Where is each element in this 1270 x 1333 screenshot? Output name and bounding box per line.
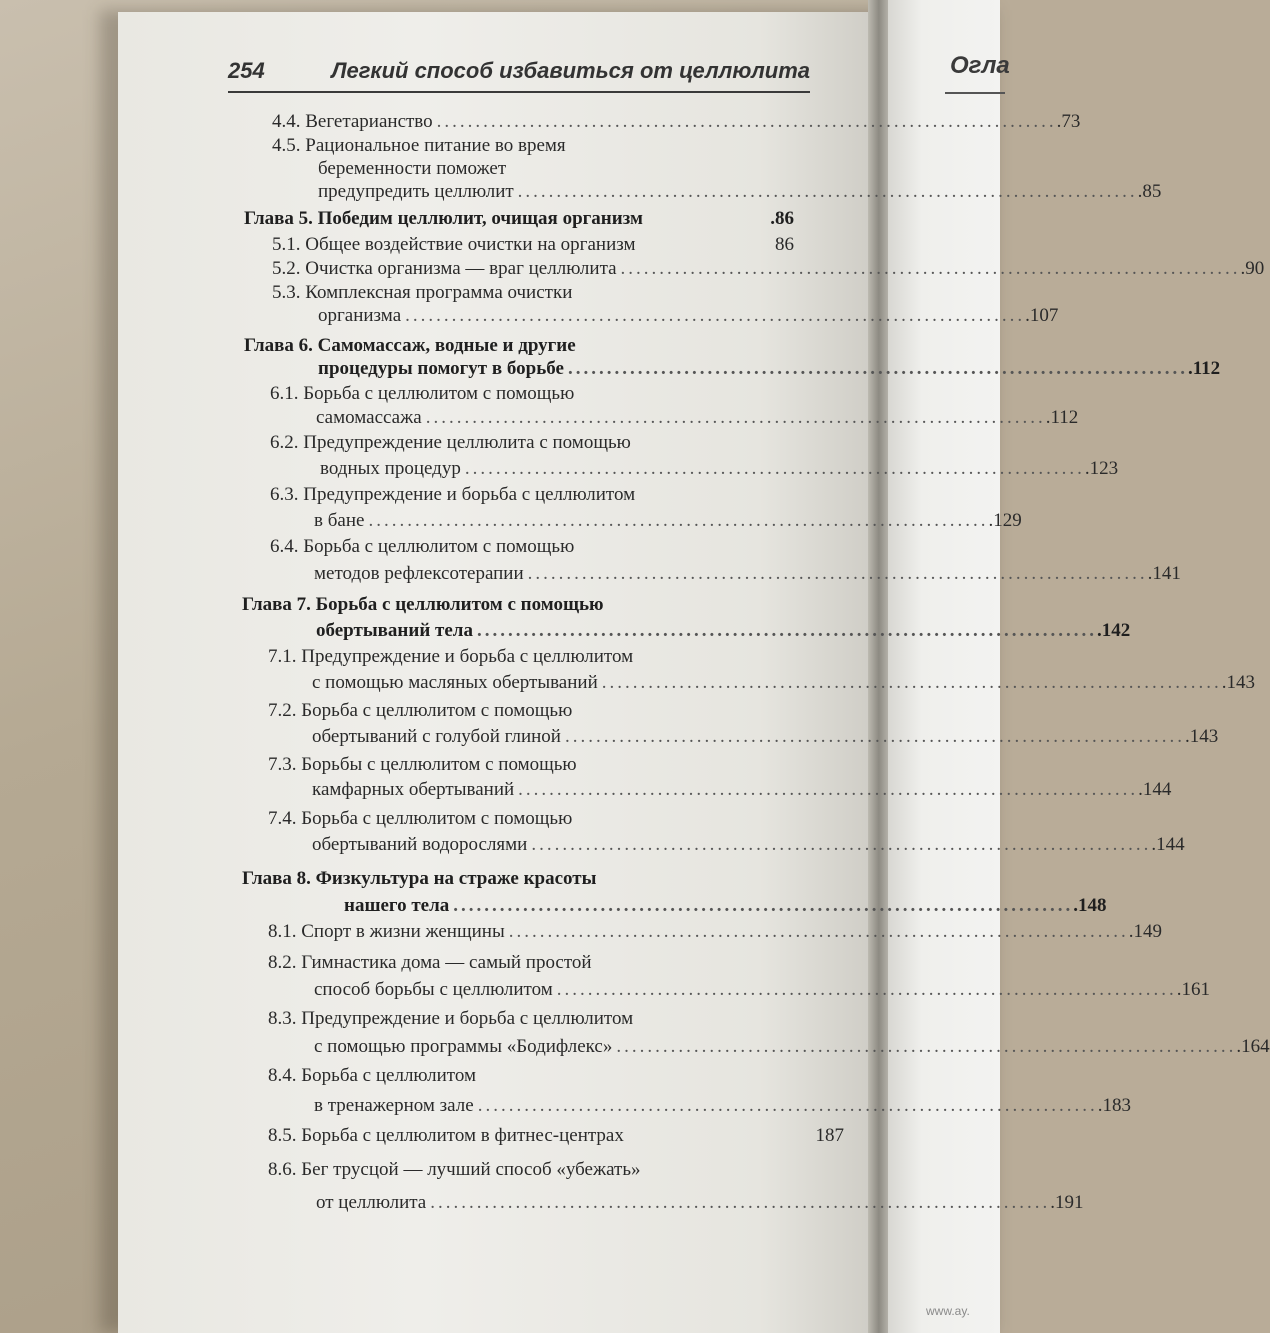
- toc-line: [318, 356, 1221, 382]
- toc-page-number: .142: [1096, 620, 1131, 641]
- leader-dots: ................................................................................: [425, 407, 1046, 428]
- leader-dots: [592, 950, 834, 976]
- toc-page-number: .143: [1184, 726, 1219, 747]
- toc-line: [320, 456, 1119, 482]
- toc-line: [316, 405, 1079, 431]
- toc-page-number: .164: [1236, 1036, 1270, 1057]
- toc-page-number: .107: [1025, 305, 1059, 326]
- toc-entry-text: в тренажерном зале: [314, 1095, 474, 1116]
- toc-line: [268, 1063, 842, 1089]
- toc-line: [268, 950, 834, 976]
- toc-entry-text: 6.4. Борьба с целлюлитом с помощью: [270, 536, 575, 557]
- toc-entry-text: организма: [318, 305, 402, 326]
- toc-entry-text: Глава 7. Борьба с целлюлитом с помощью: [242, 594, 604, 615]
- toc-entry-text: 6.2. Предупреждение целлюлита с помощью: [270, 432, 631, 453]
- toc-line: [314, 561, 1181, 587]
- leader-dots: [636, 232, 775, 258]
- toc-line: [268, 1123, 844, 1149]
- toc-line: [318, 303, 1059, 329]
- leader-dots: [635, 482, 812, 508]
- toc-entry-text: 8.5. Борьба с целлюлитом в фитнес-центрах: [268, 1125, 624, 1146]
- toc-line: [314, 1093, 1131, 1119]
- toc-entry-text: водных процедур: [320, 458, 461, 479]
- leader-dots: [574, 534, 812, 560]
- toc-entry-text: методов рефлексотерапии: [314, 563, 524, 584]
- toc-entry-text: с помощью масляных обертываний: [312, 672, 598, 693]
- toc-page-number: .183: [1097, 1095, 1131, 1116]
- leader-dots: ................................................................................: [405, 305, 1026, 326]
- leader-dots: ................................................................................: [518, 779, 1139, 800]
- leader-dots: [572, 806, 828, 832]
- toc-line: [242, 592, 820, 618]
- toc-line: [270, 534, 812, 560]
- toc-entry-text: нашего тела: [344, 895, 450, 916]
- toc-line: [268, 1157, 846, 1183]
- toc-page-number: .73: [1056, 111, 1081, 132]
- toc-entry-text: 7.4. Борьба с целлюлитом с помощью: [268, 808, 573, 829]
- toc-page-number: .86: [770, 208, 794, 229]
- toc-line: [314, 508, 1022, 534]
- toc-entry-text: 6.3. Предупреждение и борьба с целлюлитом: [270, 484, 636, 505]
- leader-dots: [572, 698, 824, 724]
- toc-line: [316, 1190, 1084, 1216]
- toc-line: [268, 644, 822, 670]
- leader-dots: ................................................................................: [527, 563, 1148, 584]
- leader-dots: [577, 752, 826, 778]
- toc-line: [268, 919, 1162, 945]
- toc-line: [268, 806, 828, 832]
- right-page-header: Огла: [950, 52, 1010, 79]
- leader-dots: [604, 592, 820, 618]
- toc-line: [272, 256, 1265, 282]
- toc-page-number: 86: [775, 234, 794, 255]
- toc-line: [268, 1006, 838, 1032]
- toc-entry-text: 5.3. Комплексная программа очистки: [272, 282, 573, 303]
- leader-dots: [574, 381, 800, 407]
- toc-entry-text: 6.1. Борьба с целлюлитом с помощью: [270, 383, 575, 404]
- leader-dots: ................................................................................: [567, 358, 1188, 379]
- toc-line: [272, 232, 794, 258]
- leader-dots: ................................................................................: [620, 258, 1241, 279]
- toc-page-number: .85: [1137, 181, 1162, 202]
- toc-page-number: .112: [1187, 358, 1221, 379]
- leader-dots: ................................................................................: [436, 111, 1057, 132]
- toc-entry-text: способ борьбы с целлюлитом: [314, 979, 553, 1000]
- toc-line: [242, 866, 828, 892]
- toc-entry-text: в бане: [314, 510, 365, 531]
- toc-entry-text: обертываний водорослями: [312, 834, 528, 855]
- toc-page-number: .112: [1045, 407, 1079, 428]
- toc-entry-text: обертываний тела: [316, 620, 473, 641]
- watermark: www.ay.: [926, 1304, 970, 1318]
- toc-line: [316, 618, 1131, 644]
- toc-page-number: .148: [1073, 895, 1107, 916]
- toc-line: [270, 430, 806, 456]
- leader-dots: ................................................................................: [430, 1192, 1051, 1213]
- toc-entry-text: 7.3. Борьбы с целлюлитом с помощью: [268, 754, 577, 775]
- leader-dots: [633, 644, 822, 670]
- toc-page-number: .149: [1128, 921, 1162, 942]
- toc-entry-text: предупредить целлюлит: [318, 181, 514, 202]
- leader-dots: [631, 430, 806, 456]
- toc-entry-text: 8.6. Бег трусцой — лучший способ «убежать»: [268, 1159, 641, 1180]
- leader-dots: ................................................................................: [453, 895, 1074, 916]
- toc-line: [314, 977, 1211, 1003]
- toc-entry-text: 5.1. Общее воздействие очистки на организм: [272, 234, 636, 255]
- toc-line: [312, 724, 1219, 750]
- toc-entry-text: беременности поможет: [318, 158, 507, 179]
- toc-line: [272, 109, 1081, 135]
- toc-page-number: .129: [988, 510, 1022, 531]
- leader-dots: ................................................................................: [616, 1036, 1237, 1057]
- toc-line: [244, 206, 794, 232]
- toc-page-number: .123: [1084, 458, 1119, 479]
- running-title: Легкий способ избавиться от целлюлита: [331, 58, 810, 83]
- leader-dots: [624, 1123, 816, 1149]
- toc-entry-text: 8.1. Спорт в жизни женщины: [268, 921, 505, 942]
- toc-page-number: .144: [1138, 779, 1172, 800]
- toc-entry-text: камфарных обертываний: [312, 779, 515, 800]
- toc-page-number: .191: [1050, 1192, 1084, 1213]
- leader-dots: ................................................................................: [508, 921, 1129, 942]
- toc-page-number: 187: [815, 1125, 844, 1146]
- leader-dots: ................................................................................: [556, 979, 1177, 1000]
- toc-entry-text: 7.1. Предупреждение и борьба с целлюлитом: [268, 646, 634, 667]
- leader-dots: ................................................................................: [477, 1095, 1098, 1116]
- leader-dots: ................................................................................: [368, 510, 989, 531]
- toc-entry-text: Глава 5. Победим целлюлит, очищая организм: [244, 208, 643, 229]
- toc-entry-text: от целлюлита: [316, 1192, 427, 1213]
- leader-dots: ................................................................................: [531, 834, 1152, 855]
- toc-entry-text: обертываний с голубой глиной: [312, 726, 561, 747]
- toc-entry-text: 4.4. Вегетарианство: [272, 111, 433, 132]
- toc-entry-text: процедуры помогут в борьбе: [318, 358, 564, 379]
- page-number: 254: [228, 58, 265, 83]
- leader-dots: ................................................................................: [601, 672, 1222, 693]
- toc-entry-text: 8.2. Гимнастика дома — самый простой: [268, 952, 592, 973]
- toc-line: [318, 179, 1162, 205]
- toc-entry-text: 8.4. Борьба с целлюлитом: [268, 1065, 477, 1086]
- toc-entry-text: Глава 8. Физкультура на страже красоты: [242, 868, 597, 889]
- toc-line: [344, 893, 1107, 919]
- toc-entry-text: 7.2. Борьба с целлюлитом с помощью: [268, 700, 573, 721]
- toc-line: [312, 670, 1255, 696]
- leader-dots: ................................................................................: [564, 726, 1185, 747]
- leader-dots: [596, 866, 828, 892]
- leader-dots: [641, 1157, 846, 1183]
- leader-dots: ................................................................................: [476, 620, 1097, 641]
- toc-entry-text: самомассажа: [316, 407, 422, 428]
- toc-page-number: .144: [1151, 834, 1185, 855]
- toc-entry-text: 8.3. Предупреждение и борьба с целлюлитом: [268, 1008, 634, 1029]
- toc-entry-text: Глава 6. Самомассаж, водные и другие: [244, 335, 576, 356]
- leader-dots: ................................................................................: [517, 181, 1138, 202]
- leader-dots: ................................................................................: [464, 458, 1085, 479]
- toc-line: [270, 482, 812, 508]
- toc-line: [270, 381, 800, 407]
- toc-page-number: .90: [1240, 258, 1265, 279]
- toc-line: [268, 698, 824, 724]
- toc-page-number: .161: [1176, 979, 1211, 1000]
- leader-dots: [643, 206, 770, 232]
- leader-dots: [633, 1006, 838, 1032]
- toc-entry-text: 5.2. Очистка организма — враг целлюлита: [272, 258, 617, 279]
- toc-entry-text: с помощью программы «Бодифлекс»: [314, 1036, 613, 1057]
- toc-line: [314, 1034, 1270, 1060]
- toc-page-number: .141: [1147, 563, 1181, 584]
- toc-line: [312, 832, 1185, 858]
- toc-page-number: .143: [1221, 672, 1255, 693]
- toc-entry-text: 4.5. Рациональное питание во время: [272, 135, 566, 156]
- leader-dots: [476, 1063, 842, 1089]
- toc-line: [312, 777, 1172, 803]
- toc-line: [268, 752, 826, 778]
